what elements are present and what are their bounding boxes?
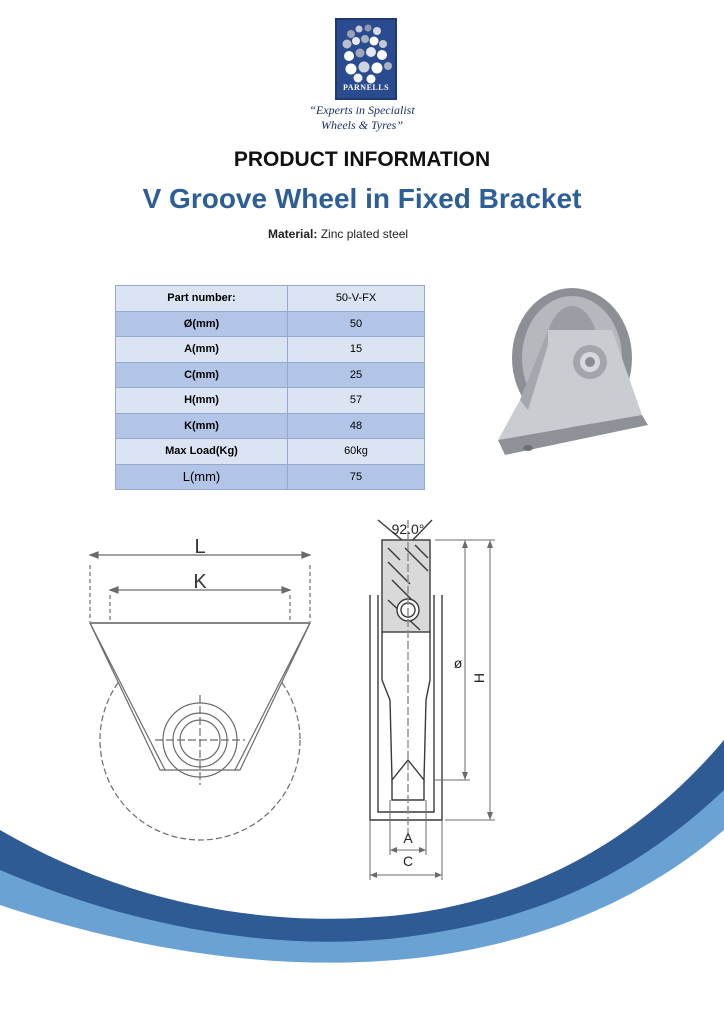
footer-wave [0, 740, 724, 1024]
product-title: V Groove Wheel in Fixed Bracket [142, 183, 582, 214]
tagline-line-1: “Experts in Specialist [309, 103, 415, 117]
front-view-drawing [90, 552, 310, 840]
spec-value: 48 [288, 413, 425, 439]
dimension-L-label: L [194, 536, 206, 558]
spec-value: 50-V-FX [288, 286, 425, 312]
material-value: Zinc plated steel [320, 227, 409, 241]
spec-label: C(mm) [116, 362, 288, 388]
spec-value: 25 [288, 362, 425, 388]
logo-brand-name: PARNELLS [342, 83, 390, 92]
spec-label: L(mm) [116, 464, 288, 490]
side-section-drawing [370, 520, 495, 880]
spec-value: 57 [288, 388, 425, 414]
spec-label: H(mm) [116, 388, 288, 414]
spec-label: K(mm) [116, 413, 288, 439]
dimension-A-label: A [403, 830, 413, 846]
spec-label: A(mm) [116, 337, 288, 363]
spec-label: Part number: [116, 286, 288, 312]
spec-label: Max Load(Kg) [116, 439, 288, 465]
material-label: Material: [268, 227, 318, 241]
spec-label: Ø(mm) [116, 311, 288, 337]
dimension-K-label: K [193, 571, 207, 593]
dimension-dia-label: ø [453, 655, 463, 671]
page-heading: PRODUCT INFORMATION [233, 148, 491, 171]
dimension-C-label: C [402, 853, 414, 869]
spec-value: 60kg [288, 439, 425, 465]
spec-value: 75 [288, 464, 425, 490]
spec-value: 50 [288, 311, 425, 337]
tagline-line-2: Wheels & Tyres” [321, 118, 403, 132]
spec-value: 15 [288, 337, 425, 363]
groove-angle-label: 92.0° [391, 521, 425, 537]
product-photo [498, 288, 648, 455]
dimension-H-label: H [471, 672, 487, 684]
